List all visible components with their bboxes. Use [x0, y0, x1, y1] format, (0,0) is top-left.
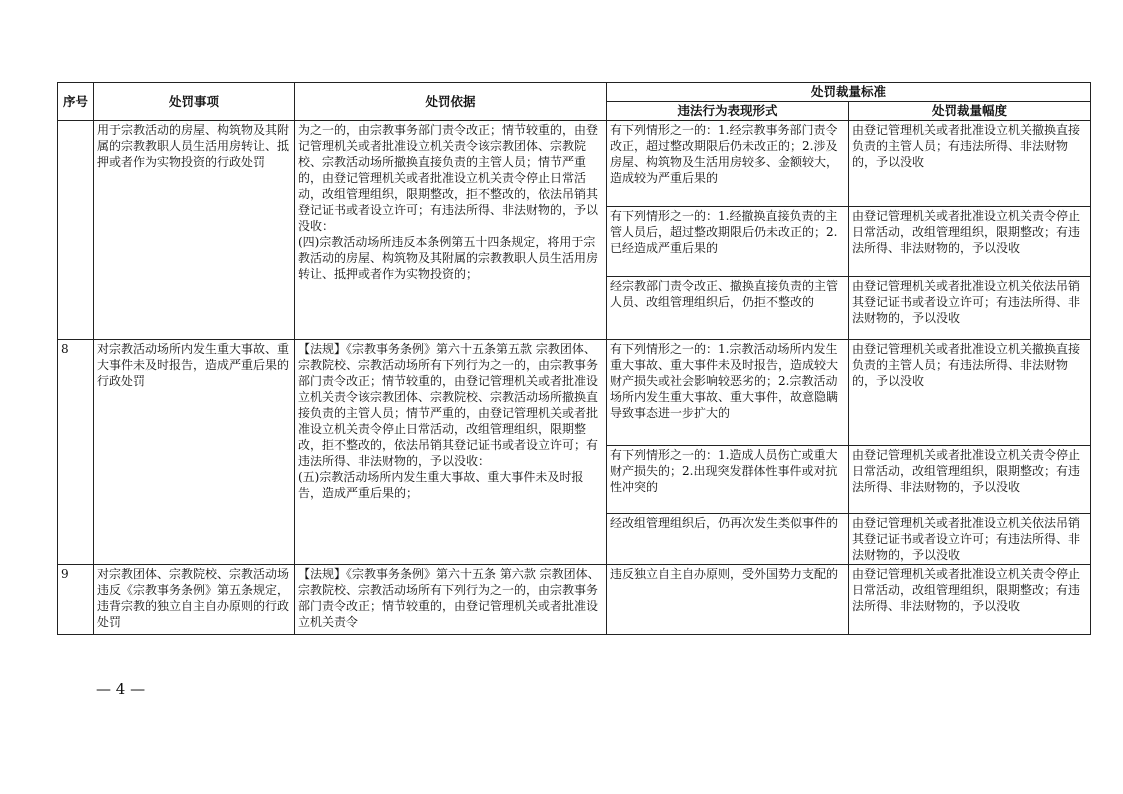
- violation-form-cell: 违反独立自主自办原则，受外国势力支配的: [607, 565, 849, 635]
- basis-clause: (四)宗教活动场所违反本条例第五十四条规定，将用于宗教活动的房屋、构筑物及其附属的宗教教职人员生活用房转让、抵押或者作为实物投资的；: [298, 235, 599, 281]
- row-number: 9: [58, 565, 94, 635]
- row-number: 8: [58, 340, 94, 565]
- penalty-range-cell: 由登记管理机关或者批准设立机关责令停止日常活动，改组管理组织，限期整改；有违法所得、非法财物的，予以没收: [849, 446, 1091, 514]
- penalty-range-cell: 由登记管理机关或者批准设立机关责令停止日常活动，改组管理组织，限期整改；有违法所得、非法财物的，予以没收: [849, 207, 1091, 277]
- penalty-basis-cell: [295, 340, 607, 565]
- penalty-range-cell: 由登记管理机关或者批准设立机关撤换直接负责的主管人员；有违法所得、非法财物的，予以没收: [849, 121, 1091, 207]
- penalty-item-cell: 用于宗教活动的房屋、构筑物及其附属的宗教教职人员生活用房转让、抵押或者作为实物投资的行政处罚: [94, 121, 295, 340]
- header-discretion-standard: 处罚裁量标准: [607, 83, 1091, 102]
- violation-form-cell: 经宗教部门责令改正、撤换直接负责的主管人员、改组管理组织后，仍拒不整改的: [607, 277, 849, 340]
- penalty-item-cell: 对宗教活动场所内发生重大事故、重大事件未及时报告，造成严重后果的行政处罚: [94, 340, 295, 565]
- penalty-basis-cell: [295, 121, 607, 340]
- basis-paragraph: 为之一的，由宗教事务部门责令改正；情节较重的，由登记管理机关或者批准设立机关责令该宗教团体、宗教院校、宗教活动场所撤换直接负责的主管人员；情节严重的，由登记管理机关或者批准设立机关责令停止日常活动，改组管理组织，限期整改，拒不整改的，依法吊销其登记证书或者设立许可；有违法所得、非法财物的，予以没收：: [298, 123, 599, 233]
- header-violation-form: 违法行为表现形式: [607, 102, 849, 121]
- basis-paragraph: 【法规】《宗教事务条例》第六十五条第五款 宗教团体、宗教院校、宗教活动场所有下列行为之一的，由宗教事务部门责令改正；情节较重的，由登记管理机关或者批准设立机关责令该宗教团体、宗教院校、宗教活动场所撤换直接负责的主管人员；情节严重的，由登记管理机关或者批准设立机关责令停止日常活动，改组管理组织，限期整改，拒不整改的，依法吊销其登记证书或者设立许可；有违法所得、非法财物的，予以没收：: [298, 342, 599, 468]
- penalty-range-cell: 由登记管理机关或者批准设立机关依法吊销其登记证书或者设立许可；有违法所得、非法财物的，予以没收: [849, 514, 1091, 565]
- penalty-item-cell: 对宗教团体、宗教院校、宗教活动场违反《宗教事务条例》第五条规定，违背宗教的独立自主自办原则的行政处罚: [94, 565, 295, 635]
- violation-form-cell: 有下列情形之一的：1.造成人员伤亡或重大财产损失的；2.出现突发群体性事件或对抗性冲突的: [607, 446, 849, 514]
- header-penalty-basis: 处罚依据: [295, 83, 607, 121]
- page-number: — 4 —: [96, 680, 146, 698]
- penalty-table: [57, 82, 1091, 635]
- penalty-range-cell: 由登记管理机关或者批准设立机关依法吊销其登记证书或者设立许可；有违法所得、非法财物的，予以没收: [849, 277, 1091, 340]
- violation-form-cell: 有下列情形之一的：1.经宗教事务部门责令改正，超过整改期限后仍未改正的；2.涉及房屋、构筑物及生活用房较多、金额较大，造成较为严重后果的: [607, 121, 849, 207]
- basis-clause: (五)宗教活动场所内发生重大事故、重大事件未及时报告，造成严重后果的；: [298, 470, 584, 500]
- violation-form-cell: 经改组管理组织后，仍再次发生类似事件的: [607, 514, 849, 565]
- table-row: [58, 340, 1091, 446]
- penalty-basis-cell: [295, 565, 607, 635]
- penalty-range-cell: 由登记管理机关或者批准设立机关撤换直接负责的主管人员；有违法所得、非法财物的，予以没收: [849, 340, 1091, 446]
- header-penalty-range: 处罚裁量幅度: [849, 102, 1091, 121]
- header-serial-number: 序号: [58, 83, 94, 121]
- row-number: [58, 121, 94, 340]
- penalty-range-cell: 由登记管理机关或者批准设立机关责令停止日常活动，改组管理组织，限期整改；有违法所得、非法财物的，予以没收: [849, 565, 1091, 635]
- table-row: [58, 565, 1091, 635]
- header-penalty-item: 处罚事项: [94, 83, 295, 121]
- violation-form-cell: 有下列情形之一的：1.宗教活动场所内发生重大事故、重大事件未及时报告，造成较大财产损失或社会影响较恶劣的；2.宗教活动场所内发生重大事故、重大事件，故意隐瞒导致事态进一步扩大的: [607, 340, 849, 446]
- table-row: [58, 121, 1091, 207]
- violation-form-cell: 有下列情形之一的：1.经撤换直接负责的主管人员后，超过整改期限后仍未改正的；2.已经造成严重后果的: [607, 207, 849, 277]
- basis-paragraph: 【法规】《宗教事务条例》第六十五条 第六款 宗教团体、宗教院校、宗教活动场所有下列行为之一的，由宗教事务部门责令改正；情节较重的，由登记管理机关或者批准设立机关责令: [298, 567, 600, 629]
